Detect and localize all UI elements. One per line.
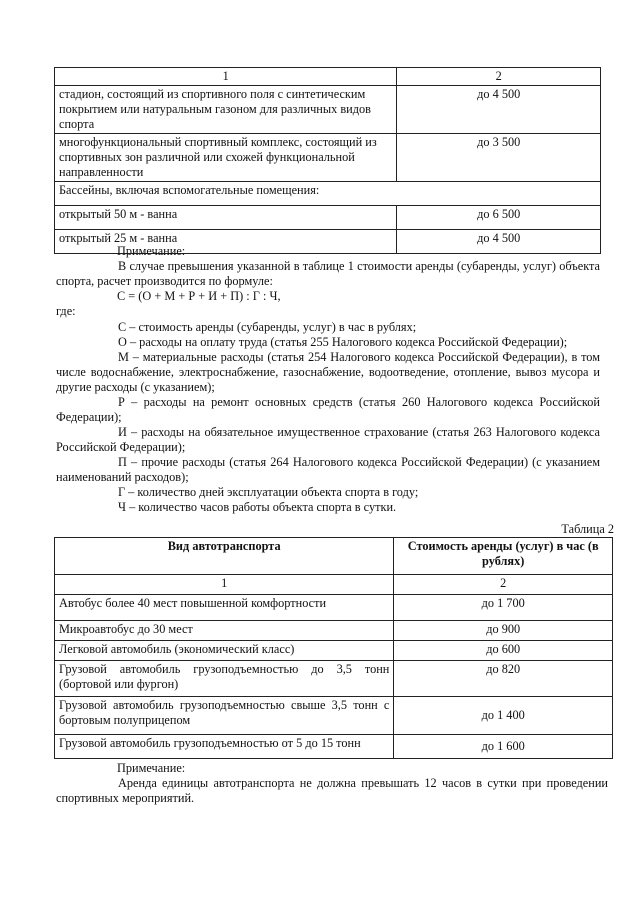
col-number-1: 1 [55,575,394,595]
table-row [55,661,613,697]
header-rent-cost: Стоимость аренды (услуг) в час (в рублях) [394,538,613,575]
row-value: до 4 500 [397,86,601,134]
legend-item: М – материальные расходы (статья 254 Налогового кодекса Российской Федерации), в том числе водоснабжение, электроснабжение, газоснабжение, водоотведение, отопление, вывоз мусора и другие расходы (с указанием); [56,350,600,394]
table-row [55,182,601,206]
where-label: где: [56,304,76,318]
legend-item: Г – количество дней эксплуатации объекта спорта в году; [118,485,419,499]
note-2-text: Аренда единицы автотранспорта не должна превышать 12 часов в сутки при проведении спортивных мероприятий. [56,776,608,805]
row-name: Бассейны, включая вспомогательные помещения: [55,182,601,206]
note-1-title: Примечание: [117,244,186,258]
vehicle-cost: до 1 600 [394,735,613,759]
header-col-2: 2 [397,68,601,86]
vehicle-name: Грузовой автомобиль грузоподъемностью от 5 до 15 тонн [55,735,394,759]
table-number-row [55,575,613,595]
table-header-row [55,538,613,575]
vehicle-name: Автобус более 40 мест повышенной комфортности [55,595,394,621]
vehicle-name: Легковой автомобиль (экономический класс) [55,641,394,661]
note-1-intro: В случае превышения указанной в таблице 1 стоимости аренды (субаренды, услуг) объекта спорта, расчет производится по формуле: [56,259,600,288]
table-row [55,641,613,661]
legend-item: Р – расходы на ремонт основных средств (статья 260 Налогового кодекса Российской Федерации); [56,395,600,424]
legend-item: С – стоимость аренды (субаренды, услуг) в час в рублях; [118,320,417,334]
row-name: стадион, состоящий из спортивного поля с синтетическим покрытием или натуральным газоном для различных видов спорта [55,86,397,134]
col-number-2: 2 [394,575,613,595]
table-row [55,595,613,621]
formula-legend [56,320,600,515]
table-row [55,697,613,735]
table-1 [54,67,601,254]
formula: С = (О + М + Р + И + П) : Г : Ч, [117,289,281,303]
row-name: открытый 50 м - ванна [55,206,397,230]
vehicle-name: Грузовой автомобиль грузоподъемностью свыше 3,5 тонн с бортовым полуприцепом [55,697,394,735]
legend-item: О – расходы на оплату труда (статья 255 Налогового кодекса Российской Федерации); [118,335,568,349]
table-row [55,134,601,182]
legend-item: П – прочие расходы (статья 264 Налогового кодекса Российской Федерации) (с указанием наименований расходов); [56,455,600,484]
header-vehicle-type: Вид автотранспорта [55,538,394,575]
table-2 [54,537,613,759]
table-row [55,735,613,759]
table-header-row [55,68,601,86]
table-row [55,86,601,134]
vehicle-cost: до 600 [394,641,613,661]
table-row [55,206,601,230]
row-name: открытый 25 м - ванна [55,230,397,254]
row-value: до 4 500 [397,230,601,254]
vehicle-cost: до 820 [394,661,613,697]
vehicle-cost: до 1 700 [394,595,613,621]
table-row [55,621,613,641]
vehicle-name: Грузовой автомобиль грузоподъемностью до 3,5 тонн (бортовой или фургон) [55,661,394,697]
vehicle-cost: до 900 [394,621,613,641]
header-col-1: 1 [55,68,397,86]
row-name: многофункциональный спортивный комплекс, состоящий из спортивных зон различной или схожей функциональной направленности [55,134,397,182]
row-value: до 3 500 [397,134,601,182]
row-value: до 6 500 [397,206,601,230]
table-2-caption: Таблица 2 [561,522,614,536]
vehicle-cost: до 1 400 [394,697,613,735]
legend-item: И – расходы на обязательное имущественное страхование (статья 263 Налогового кодекса Российской Федерации); [56,425,600,454]
vehicle-name: Микроавтобус до 30 мест [55,621,394,641]
legend-item: Ч – количество часов работы объекта спорта в сутки. [118,500,397,514]
note-2-title: Примечание: [117,761,186,775]
